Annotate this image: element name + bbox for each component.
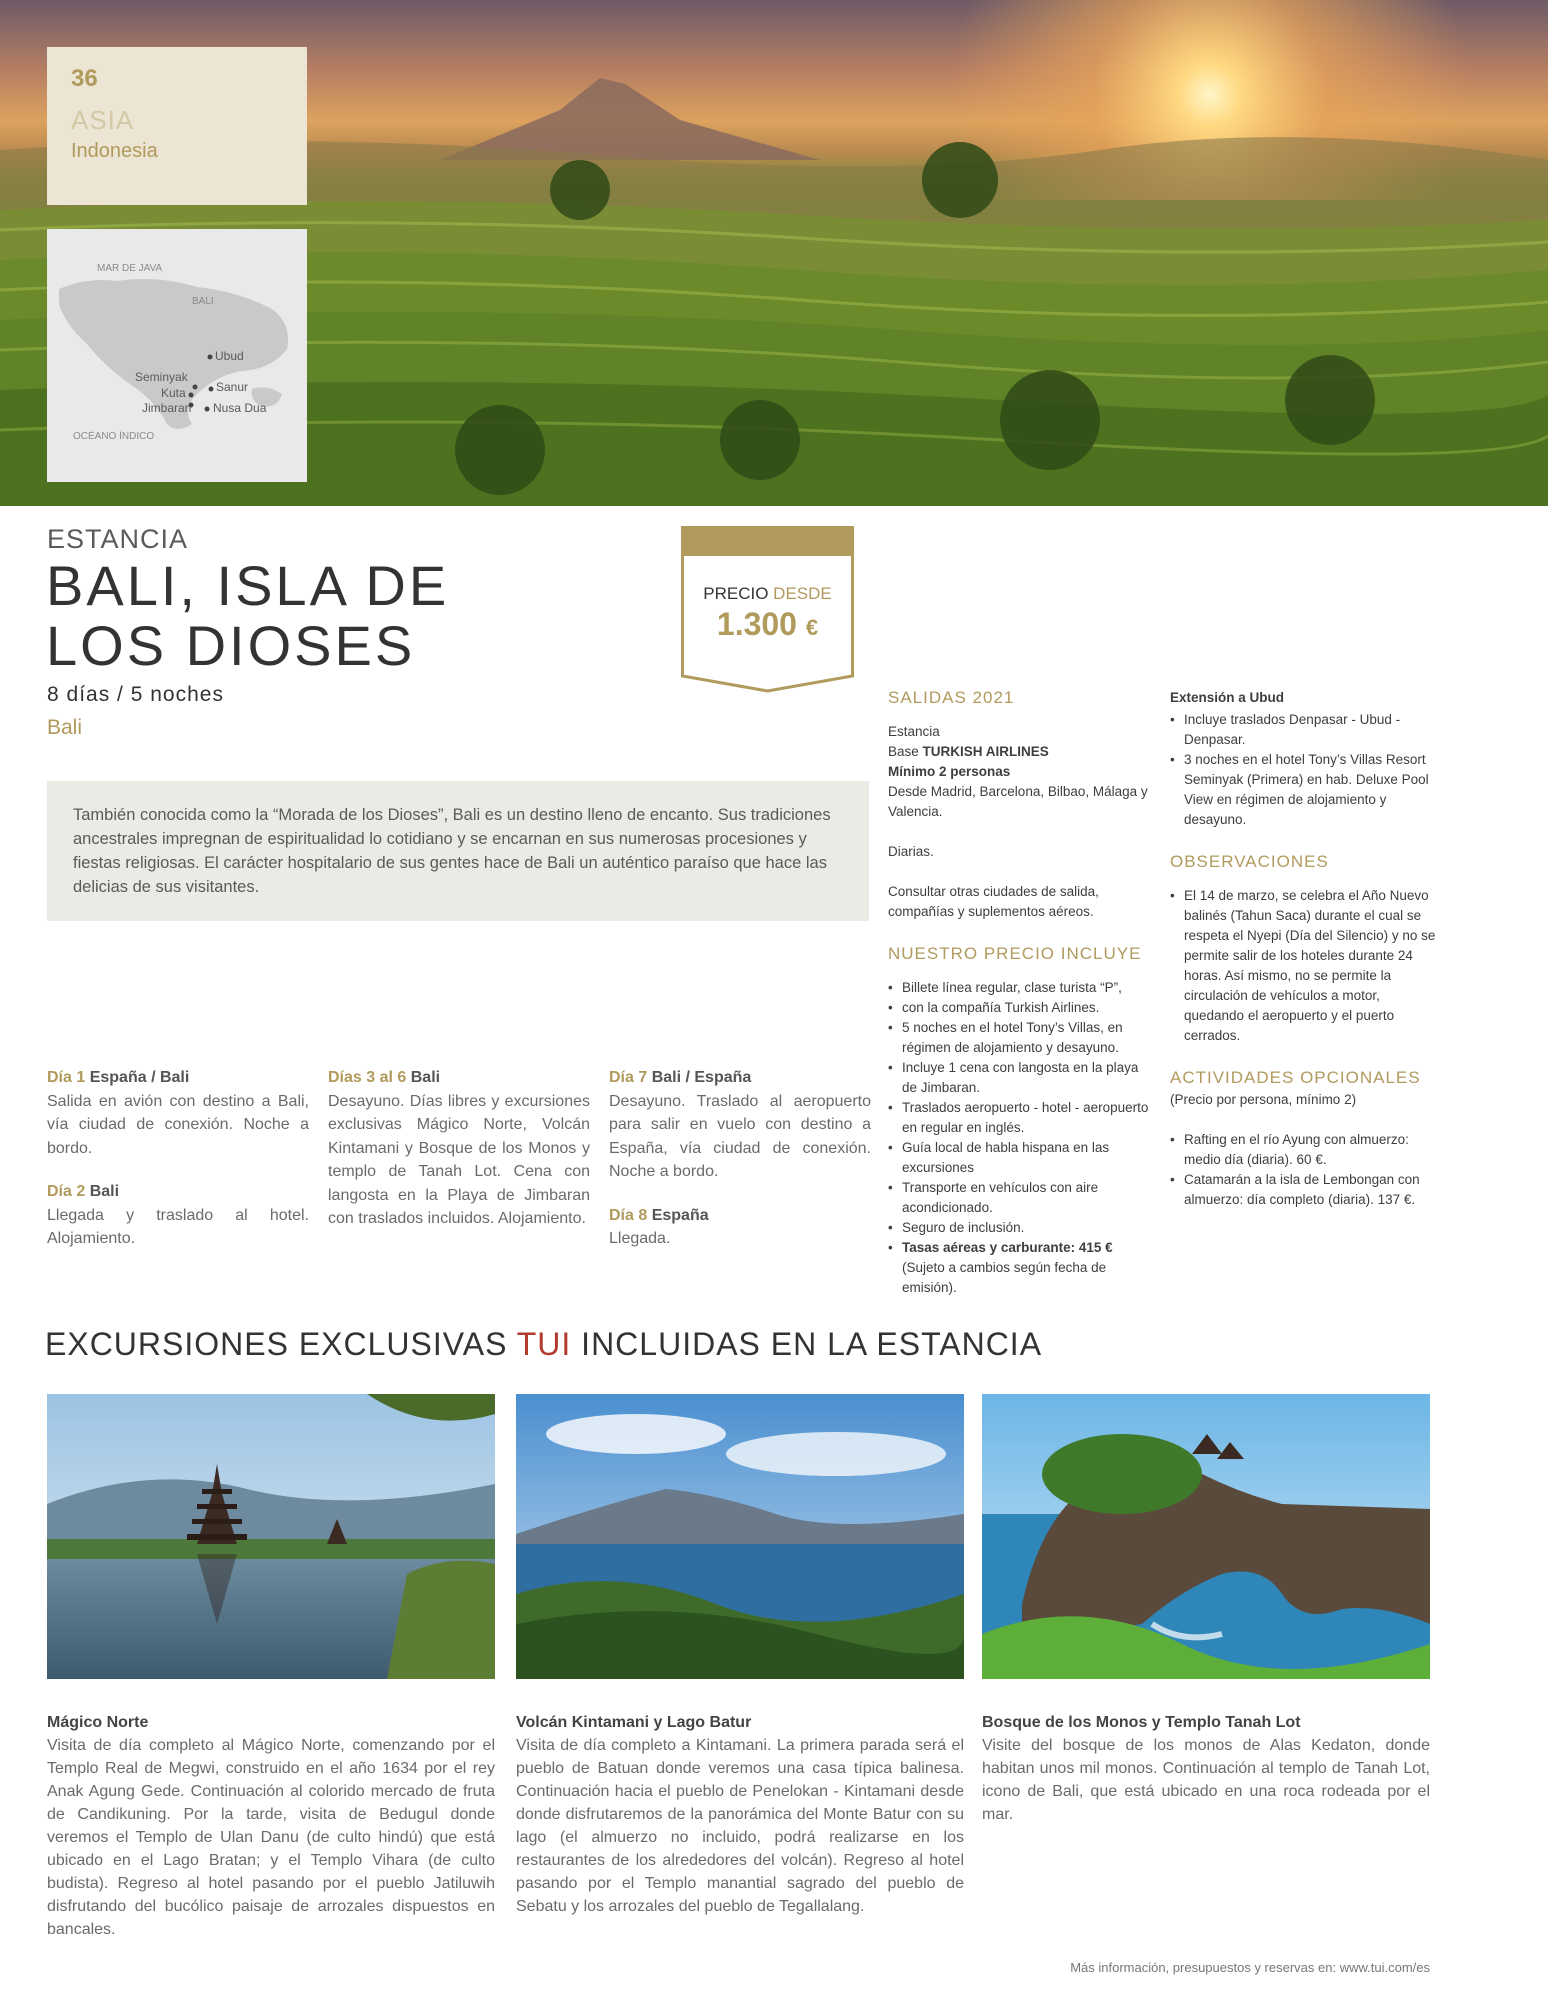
kintamani-volcano-illustration [516,1394,964,1679]
salidas-airline: TURKISH AIRLINES [922,744,1049,759]
footer-info: Más información, presupuestos y reservas en: www.tui.com/es [1070,1960,1430,1975]
excursion-tanah-lot [982,1711,1430,1826]
excursions-heading-brand: TUI [516,1326,572,1362]
map-sea-label: MAR DE JAVA [97,263,163,274]
actividades-heading: ACTIVIDADES OPCIONALES [1170,1068,1421,1087]
info-column-extension-obs [1170,688,1438,1210]
map-city-sanur: Sanur [216,380,249,394]
map-city-seminyak: Seminyak [135,370,188,384]
list-item: • con la compañía Turkish Airlines. [888,998,1150,1018]
photo-temple-lake [47,1394,495,1679]
excursions-heading-part-1: EXCURSIONES EXCLUSIVAS [45,1326,508,1362]
incluye-list [888,978,1150,1298]
hero-image [0,0,1548,506]
day-number: Día 1 [47,1069,86,1086]
bali-island-shape [47,229,307,482]
excursion-description: Visita de día completo al Mágico Norte, comenzando por el Templo Real de Megwi, construido en el año 1634 por el rey Anak Agung Gede. Continuación al colorido mercado de fruta de Candikuning. Por la tarde, visita de Bedugul donde veremos el Templo de Ulan Danu (de culto hindú) que está ubicado en el Lago Bratan; y el Templo Vihara (de culto budista). Regreso al hotel pasando por el pueblo Jatiluwih disfrutando del bucólico paisaje de arrozales dispuestos en bancales. [47,1737,495,1938]
price-value [681,606,854,643]
itinerary-column-2 [328,1066,590,1251]
list-item: • Catamarán a la isla de Lembongan con almuerzo: día completo (diaria). 137 €. [1170,1170,1438,1210]
tour-title-line-1: BALI, ISLA DE [46,554,450,617]
price-amount: 1.300 [716,606,797,642]
tour-duration: 8 días / 5 noches [47,683,224,706]
price-label-prefix: PRECIO [703,584,769,603]
day-number: Día 8 [609,1206,648,1224]
list-item: • Traslados aeropuerto - hotel - aeropuerto en regular en inglés. [888,1098,1150,1138]
day-number: Día 7 [609,1069,648,1086]
map-city-ubud: Ubud [215,349,244,363]
tour-destination: Bali [47,716,83,739]
actividades-list [1170,1130,1438,1210]
salidas-note: Consultar otras ciudades de salida, compañías y suplementos aéreos. [888,884,1099,919]
day-place: Bali [410,1069,441,1086]
excursions-heading [45,1326,1042,1363]
salidas-base [888,742,1150,762]
price-currency: € [805,615,819,640]
map-city-jimbaran: Jimbaran [142,401,192,415]
excursion-name: Volcán Kintamani y Lago Batur [516,1714,752,1731]
day-number: Días 3 al 6 [328,1069,407,1086]
list-item: • Incluye 1 cena con langosta en la playa de Jimbaran. [888,1058,1150,1098]
day-description: Llegada. [609,1230,671,1247]
day-description: Salida en avión con destino a Bali, vía ciudad de conexión. Noche a bordo. [47,1092,309,1157]
day-description: Desayuno. Días libres y excursiones exclusivas Mágico Norte, Volcán Kintamani y Bosque de los Monos y templo de Tanah Lot. Cena con langosta en la Playa de Jimbaran con traslados incluidos. Alojamiento. [328,1092,590,1227]
tour-type: ESTANCIA [47,524,189,554]
incluye-heading: NUESTRO PRECIO INCLUYE [888,944,1142,963]
day-place: España / Bali [89,1069,190,1086]
salidas-base-prefix: Base [888,744,919,759]
day-number: Día 2 [47,1183,86,1200]
day-description: Llegada y traslado al hotel. Alojamiento. [47,1206,309,1247]
price-label-from: DESDE [773,584,832,603]
extension-list [1170,710,1438,830]
itinerary-column-1 [47,1066,309,1271]
list-item: • Guía local de habla hispana en las excursiones [888,1138,1150,1178]
observaciones-list [1170,886,1438,1046]
day-place: Bali [89,1183,120,1200]
excursion-name: Mágico Norte [47,1714,149,1731]
map-city-kuta: Kuta [161,386,186,400]
extension-heading: Extensión a Ubud [1170,690,1285,705]
tanah-lot-temple-illustration [982,1394,1430,1679]
day-place: Bali / España [651,1069,752,1086]
itinerary-day [328,1066,590,1231]
photo-volcano-lake [516,1394,964,1679]
map-island-label: BALI [192,296,214,307]
page-number: 36 [71,65,98,92]
excursion-magico-norte [47,1711,495,1941]
price-label [681,584,854,604]
excursion-kintamani [516,1711,964,1918]
list-item: • Seguro de inclusión. [888,1218,1150,1238]
itinerary-column-3 [609,1066,871,1271]
observaciones-heading: OBSERVACIONES [1170,852,1329,871]
list-item: • Transporte en vehículos con aire acondicionado. [888,1178,1150,1218]
list-item: • Billete línea regular, clase turista “P”, [888,978,1150,998]
itinerary-day [609,1066,871,1184]
actividades-subtitle: (Precio por persona, mínimo 2) [1170,1092,1357,1107]
salidas-frequency: Diarias. [888,844,934,859]
day-place: España [651,1206,709,1224]
excursions-heading-part-2: INCLUIDAS EN LA ESTANCIA [581,1326,1043,1362]
page-section-box [47,47,307,205]
intro-text: También conocida como la “Morada de los Dioses”, Bali es un destino lleno de encanto. Sus tradiciones ancestrales impregnan de espiritualidad lo cotidiano y se encarnan en sus numerosas procesiones y fiestas religiosas. El carácter hospitalario de sus gentes hace de Bali un auténtico paraíso que hace las delicias de sus visitantes. [47,781,869,921]
list-item: • Incluye traslados Denpasar - Ubud - Denpasar. [1170,710,1438,750]
day-description: Desayuno. Traslado al aeropuerto para salir en vuelo con destino a España, vía ciudad de conexión. Noche a bordo. [609,1092,871,1180]
list-item: • Rafting en el río Ayung con almuerzo: medio día (diaria). 60 €. [1170,1130,1438,1170]
itinerary-day [609,1204,871,1251]
map-city-nusa-dua: Nusa Dua [213,401,267,415]
ulun-danu-temple-illustration [47,1394,495,1679]
tour-title-line-2: LOS DIOSES [46,614,416,677]
tour-title [46,556,606,676]
map-ocean-label: OCÉANO ÍNDICO [73,431,155,442]
country-label: Indonesia [71,140,158,162]
list-item [888,1238,1150,1298]
list-item: • 3 noches en el hotel Tony’s Villas Resort Seminyak (Primera) en hab. Deluxe Pool View en régimen de alojamiento y desayuno. [1170,750,1438,830]
itinerary-day [47,1066,309,1160]
excursion-name: Bosque de los Monos y Templo Tanah Lot [982,1714,1301,1731]
list-item: • 5 noches en el hotel Tony’s Villas, en régimen de alojamiento y desayuno. [888,1018,1150,1058]
excursion-description: Visite del bosque de los monos de Alas Kedaton, donde habitan unos mil monos. Continuación al templo de Tanah Lot, icono de Bali, que está ubicado en una roca rodeada por el mar. [982,1737,1430,1823]
salidas-minimum: Mínimo 2 personas [888,764,1011,779]
bali-map [47,229,307,482]
salidas-heading: SALIDAS 2021 [888,688,1015,707]
info-column-salidas-incluye [888,688,1150,1298]
salidas-cities: Desde Madrid, Barcelona, Bilbao, Málaga y Valencia. [888,784,1148,819]
salidas-type: Estancia [888,724,940,739]
list-item: • El 14 de marzo, se celebra el Año Nuevo balinés (Tahun Saca) durante el cual se respeta el Nyepi (Día del Silencio) y no se permite salir de los hoteles durante 24 horas. Así mismo, no se permite la circulación de vehículos a motor, quedando el aeropuerto y el puerto cerrados. [1170,886,1438,1046]
photo-tanah-lot [982,1394,1430,1679]
price-badge [681,526,854,693]
tax-label: Tasas aéreas y carburante: 415 € [902,1240,1113,1255]
region-label: ASIA [71,105,135,135]
itinerary-day [47,1180,309,1251]
tax-note: (Sujeto a cambios según fecha de emisión). [902,1260,1107,1295]
excursion-description: Visita de día completo a Kintamani. La primera parada será el pueblo de Batuan donde veremos una casa típica balinesa. Continuación hacia el pueblo de Penelokan - Kintamani desde donde disfrutaremos de la panorámica del Monte Batur con su lago (el almuerzo no incluido, podrá realizarse en los restaurantes de los alrededores del volcán). Regreso al hotel pasando por el Templo manantial sagrado del pueblo de Sebatu y los arrozales del pueblo de Tegallalang. [516,1737,964,1915]
